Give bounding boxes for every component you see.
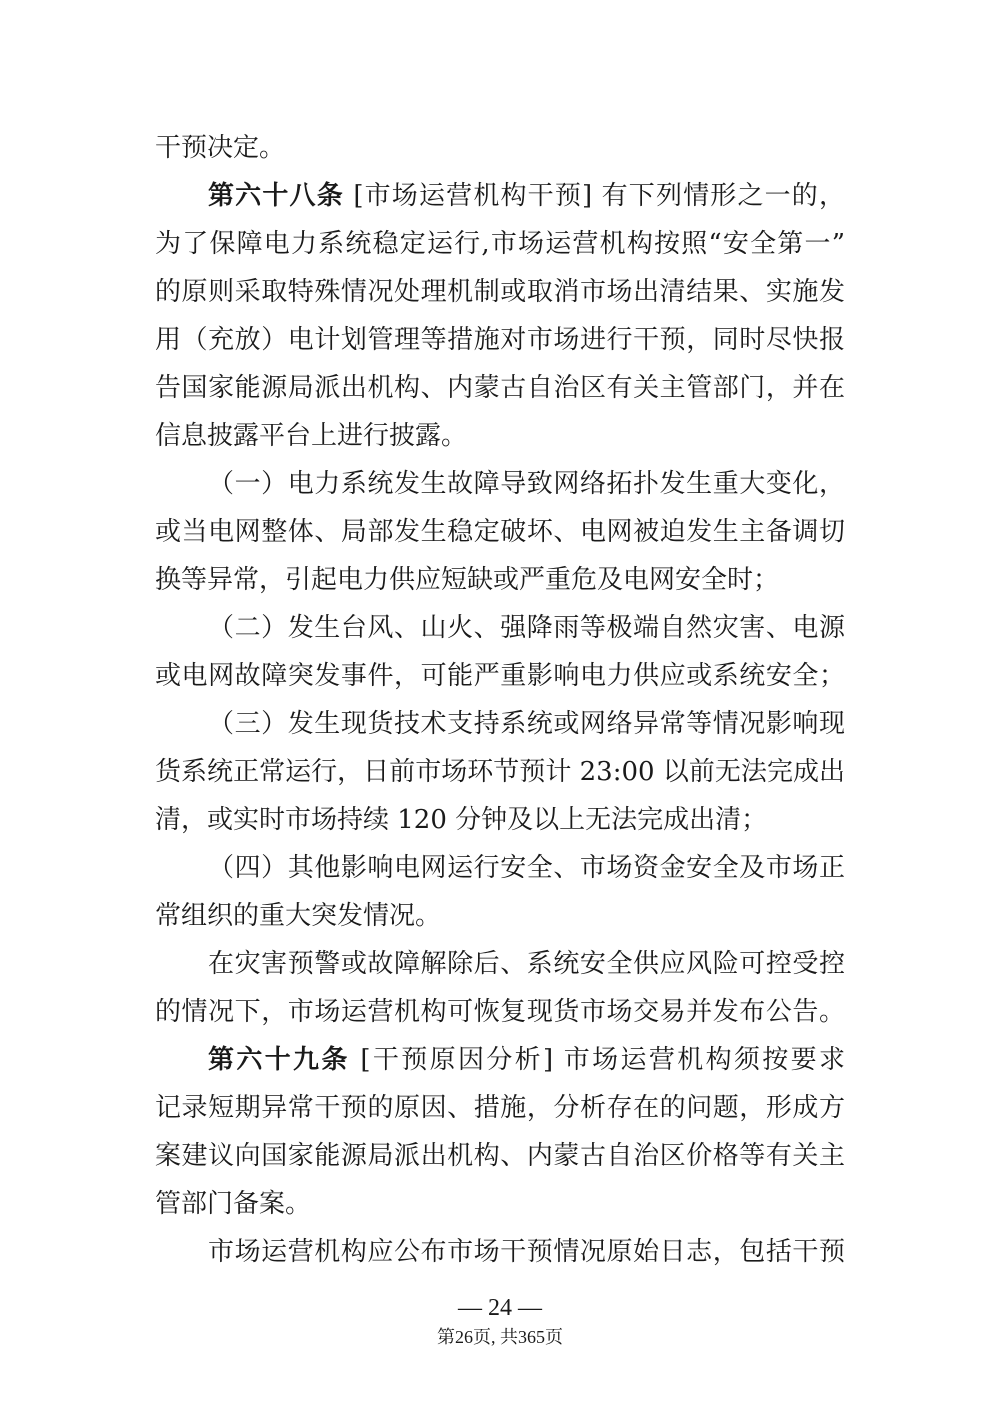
paragraph-line: 常组织的重大突发情况。 <box>155 901 442 931</box>
paragraph-line: 货系统正常运行，日前市场环节预计 23:00 以前无法完成出 <box>155 757 845 787</box>
paragraph-line: 或当电网整体、局部发生稳定破坏、电网被迫发生主备调切 <box>155 517 845 547</box>
paragraph-line: 市场运营机构应公布市场干预情况原始日志，包括干预 <box>208 1237 845 1267</box>
paragraph-line: （三）发生现货技术支持系统或网络异常等情况影响现 <box>208 709 845 739</box>
paragraph-line: （二）发生台风、山火、强降雨等极端自然灾害、电源 <box>208 613 845 643</box>
paragraph-line: 在灾害预警或故障解除后、系统安全供应风险可控受控 <box>208 949 845 979</box>
paragraph-line: 或电网故障突发事件，可能严重影响电力供应或系统安全； <box>155 661 845 691</box>
paragraph-line: 清，或实时市场持续 120 分钟及以上无法完成出清； <box>155 805 768 835</box>
paragraph-line: 干预决定。 <box>155 133 286 163</box>
paragraph-line: 案建议向国家能源局派出机构、内蒙古自治区价格等有关主 <box>155 1141 845 1171</box>
paragraph-line: （四）其他影响电网运行安全、市场资金安全及市场正 <box>208 853 845 883</box>
article-69-first-line <box>208 1038 845 1082</box>
article-68-tag: [市场运营机构干预] <box>353 181 593 211</box>
article-69-heading: 第六十九条 <box>208 1045 350 1075</box>
paragraph-line: 管部门备案。 <box>155 1189 312 1219</box>
paragraph-line: 告国家能源局派出机构、内蒙古自治区有关主管部门，并在 <box>155 373 845 403</box>
paragraph-line: 为了保障电力系统稳定运行,市场运营机构按照“安全第一” <box>155 229 845 259</box>
paragraph-line: 用（充放）电计划管理等措施对市场进行干预，同时尽快报 <box>155 325 845 355</box>
paragraph-line: 的原则采取特殊情况处理机制或取消市场出清结果、实施发 <box>155 277 845 307</box>
article-69-tag: [干预原因分析] <box>360 1045 554 1075</box>
page-number: — 24 — <box>458 1295 542 1321</box>
paragraph-line: （一）电力系统发生故障导致网络拓扑发生重大变化， <box>208 469 845 499</box>
paragraph-line: 记录短期异常干预的原因、措施，分析存在的问题，形成方 <box>155 1093 845 1123</box>
paragraph-line: 信息披露平台上进行披露。 <box>155 421 468 451</box>
paragraph-line: 换等异常，引起电力供应短缺或严重危及电网安全时； <box>155 565 780 595</box>
article-68-text: 有下列情形之一的， <box>601 181 845 211</box>
paragraph-line: 的情况下，市场运营机构可恢复现货市场交易并发布公告。 <box>155 997 845 1027</box>
article-68-first-line <box>208 174 845 218</box>
page-count: 第26页, 共365页 <box>437 1327 563 1347</box>
article-68-heading: 第六十八条 <box>208 181 344 211</box>
article-69-text: 市场运营机构须按要求 <box>563 1045 845 1075</box>
